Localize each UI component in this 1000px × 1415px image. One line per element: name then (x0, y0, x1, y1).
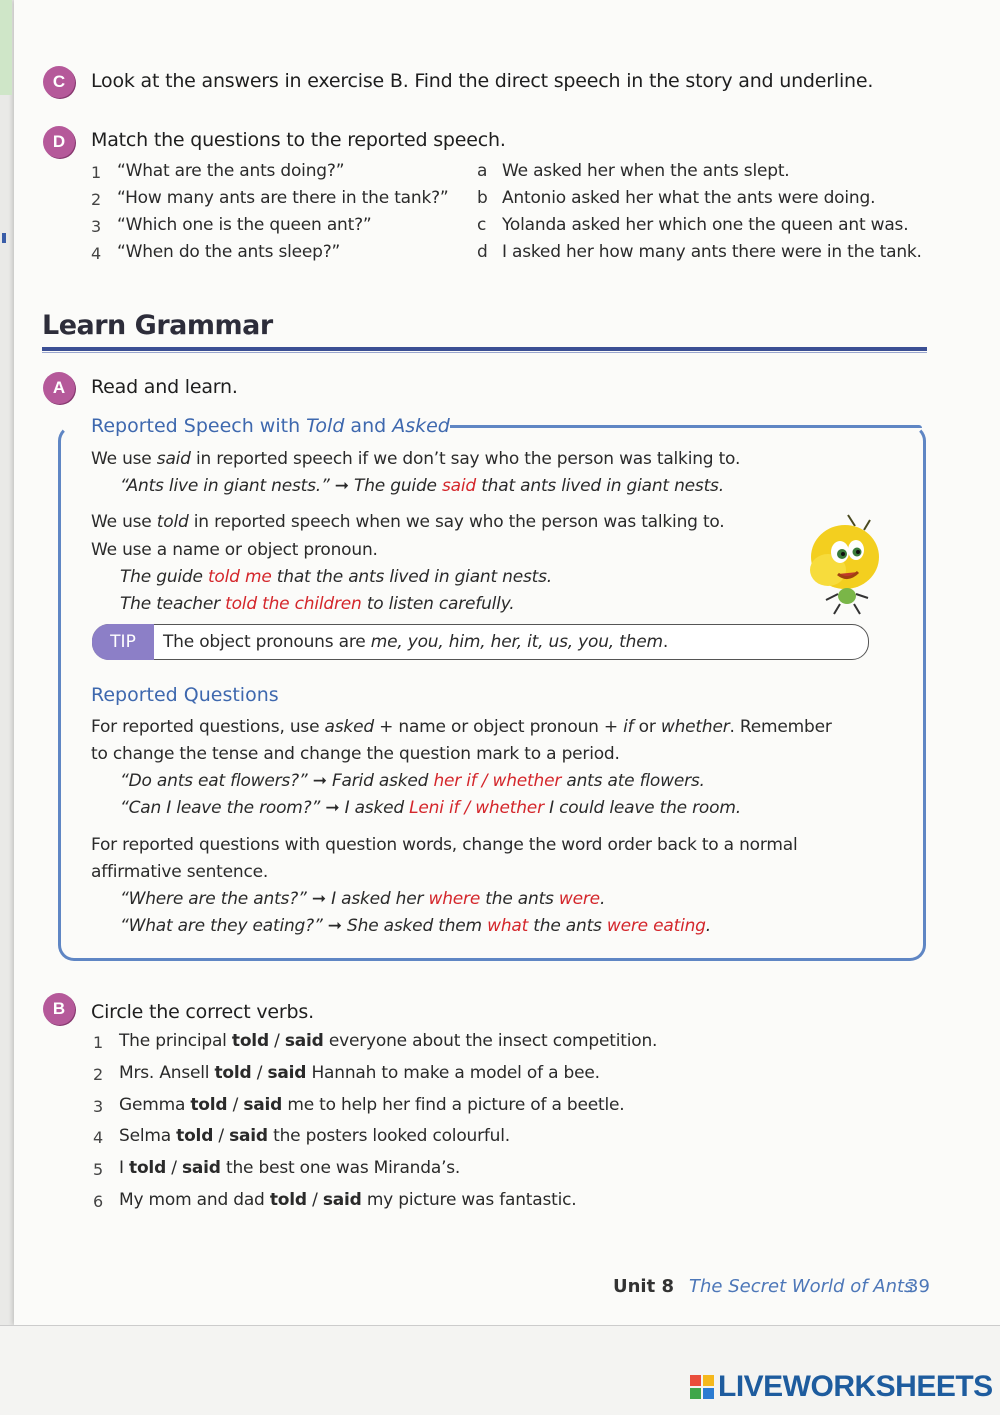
choice-said[interactable]: said (229, 1126, 268, 1146)
margin-mark (2, 233, 6, 243)
choice-said[interactable]: said (322, 1190, 362, 1210)
arrow-icon: ➞ (334, 476, 349, 496)
told-rule: We use told in reported speech when we say who the person was talking to. (91, 512, 725, 532)
exercise-a-badge: A (43, 372, 75, 404)
verb-choice-item: My mom and dad told / said my picture was fantastic. (119, 1190, 577, 1210)
told-example-1: The guide told me that the ants lived in giant nests. (120, 567, 552, 587)
grammar-box-top-border (450, 425, 922, 428)
answer-text: I asked her how many ants there were in the tank. (502, 242, 922, 262)
question-text: “Which one is the queen ant?” (117, 215, 372, 235)
reported-questions-heading: Reported Questions (91, 684, 279, 706)
choice-told[interactable]: told (214, 1063, 252, 1083)
choice-said[interactable]: said (181, 1158, 221, 1178)
told-example-2: The teacher told the children to listen carefully. (120, 594, 515, 614)
section-title: Learn Grammar (42, 310, 273, 341)
liveworksheets-logo: LIVEWORKSHEETS (690, 1370, 993, 1404)
footer-unit: Unit 8 (613, 1276, 674, 1297)
exercise-a-instruction: Read and learn. (91, 376, 238, 398)
question-words-rule: For reported questions with question words, change the word order back to a normal (91, 835, 798, 855)
verb-choice-item: Gemma told / said me to help her find a picture of a beetle. (119, 1095, 625, 1115)
tip-label: TIP (92, 624, 154, 660)
exercise-c-badge: C (43, 66, 75, 98)
question-number: 1 (91, 163, 102, 182)
answer-text: Antonio asked her what the ants were doing. (502, 188, 876, 208)
answer-letter: c (477, 215, 487, 235)
told-rule-line2: We use a name or object pronoun. (91, 540, 378, 560)
arrow-icon: ➞ (325, 798, 340, 818)
answer-letter: d (477, 242, 488, 262)
exercise-d-instruction: Match the questions to the reported speech. (91, 129, 506, 151)
reported-questions-rule: For reported questions, use asked + name or object pronoun + if or whether. Remember (91, 717, 832, 737)
choice-told[interactable]: told (231, 1031, 269, 1051)
answer-letter: b (477, 188, 488, 208)
choice-told[interactable]: told (190, 1095, 228, 1115)
question-text: “How many ants are there in the tank?” (117, 188, 449, 208)
arrow-icon: ➞ (327, 916, 342, 936)
said-example: “Ants live in giant nests.” ➞ The guide said that ants lived in giant nests. (120, 476, 724, 496)
question-text: “What are the ants doing?” (117, 161, 345, 181)
choice-told[interactable]: told (129, 1158, 167, 1178)
page-edge-strip (0, 0, 12, 95)
answer-text: We asked her when the ants slept. (502, 161, 790, 181)
title-divider (42, 347, 927, 351)
choice-told[interactable]: told (269, 1190, 307, 1210)
verb-choice-item: I told / said the best one was Miranda’s. (119, 1158, 461, 1178)
choice-said[interactable]: said (243, 1095, 283, 1115)
ant-mascot-icon (800, 512, 890, 617)
said-rule: We use said in reported speech if we don’t say who the person was talking to. (91, 449, 741, 469)
tip-text: The object pronouns are me, you, him, her, it, us, you, them. (163, 632, 669, 652)
page-number: 39 (907, 1276, 930, 1297)
item-number: 5 (93, 1160, 104, 1179)
item-number: 2 (93, 1065, 104, 1084)
item-number: 1 (93, 1033, 104, 1052)
answer-letter: a (477, 161, 488, 181)
reported-questions-rule-line2: to change the tense and change the question mark to a period. (91, 744, 620, 764)
choice-told[interactable]: told (176, 1126, 214, 1146)
question-words-example-2: “What are they eating?” ➞ She asked them what the ants were eating. (120, 916, 711, 936)
title-divider-thin (42, 352, 927, 353)
question-number: 3 (91, 217, 102, 236)
exercise-c-instruction: Look at the answers in exercise B. Find the direct speech in the story and underline. (91, 70, 874, 92)
exercise-d-badge: D (43, 126, 75, 158)
item-number: 6 (93, 1192, 104, 1211)
question-words-rule-line2: affirmative sentence. (91, 862, 269, 882)
item-number: 3 (93, 1097, 104, 1116)
arrow-icon: ➞ (312, 771, 327, 791)
reported-question-example-2: “Can I leave the room?” ➞ I asked Leni if / whether I could leave the room. (120, 798, 741, 818)
exercise-b-instruction: Circle the correct verbs. (91, 1001, 314, 1023)
question-number: 4 (91, 244, 102, 263)
verb-choice-item: Selma told / said the posters looked colourful. (119, 1126, 510, 1146)
arrow-icon: ➞ (311, 889, 326, 909)
verb-choice-item: The principal told / said everyone about the insect competition. (119, 1031, 658, 1051)
verb-choice-item: Mrs. Ansell told / said Hannah to make a model of a bee. (119, 1063, 600, 1083)
answer-text: Yolanda asked her which one the queen ant was. (502, 215, 909, 235)
question-text: “When do the ants sleep?” (117, 242, 341, 262)
grammar-box-heading: Reported Speech with Told and Asked (91, 415, 450, 437)
exercise-b-badge: B (43, 993, 75, 1025)
question-words-example-1: “Where are the ants?” ➞ I asked her where the ants were. (120, 889, 606, 909)
choice-said[interactable]: said (267, 1063, 307, 1083)
item-number: 4 (93, 1128, 104, 1147)
reported-question-example-1: “Do ants eat flowers?” ➞ Farid asked her if / whether ants ate flowers. (120, 771, 705, 791)
liveworksheets-logo-icon (690, 1375, 714, 1399)
question-number: 2 (91, 190, 102, 209)
choice-said[interactable]: said (284, 1031, 324, 1051)
footer-unit-title: The Secret World of Ants (689, 1276, 914, 1297)
